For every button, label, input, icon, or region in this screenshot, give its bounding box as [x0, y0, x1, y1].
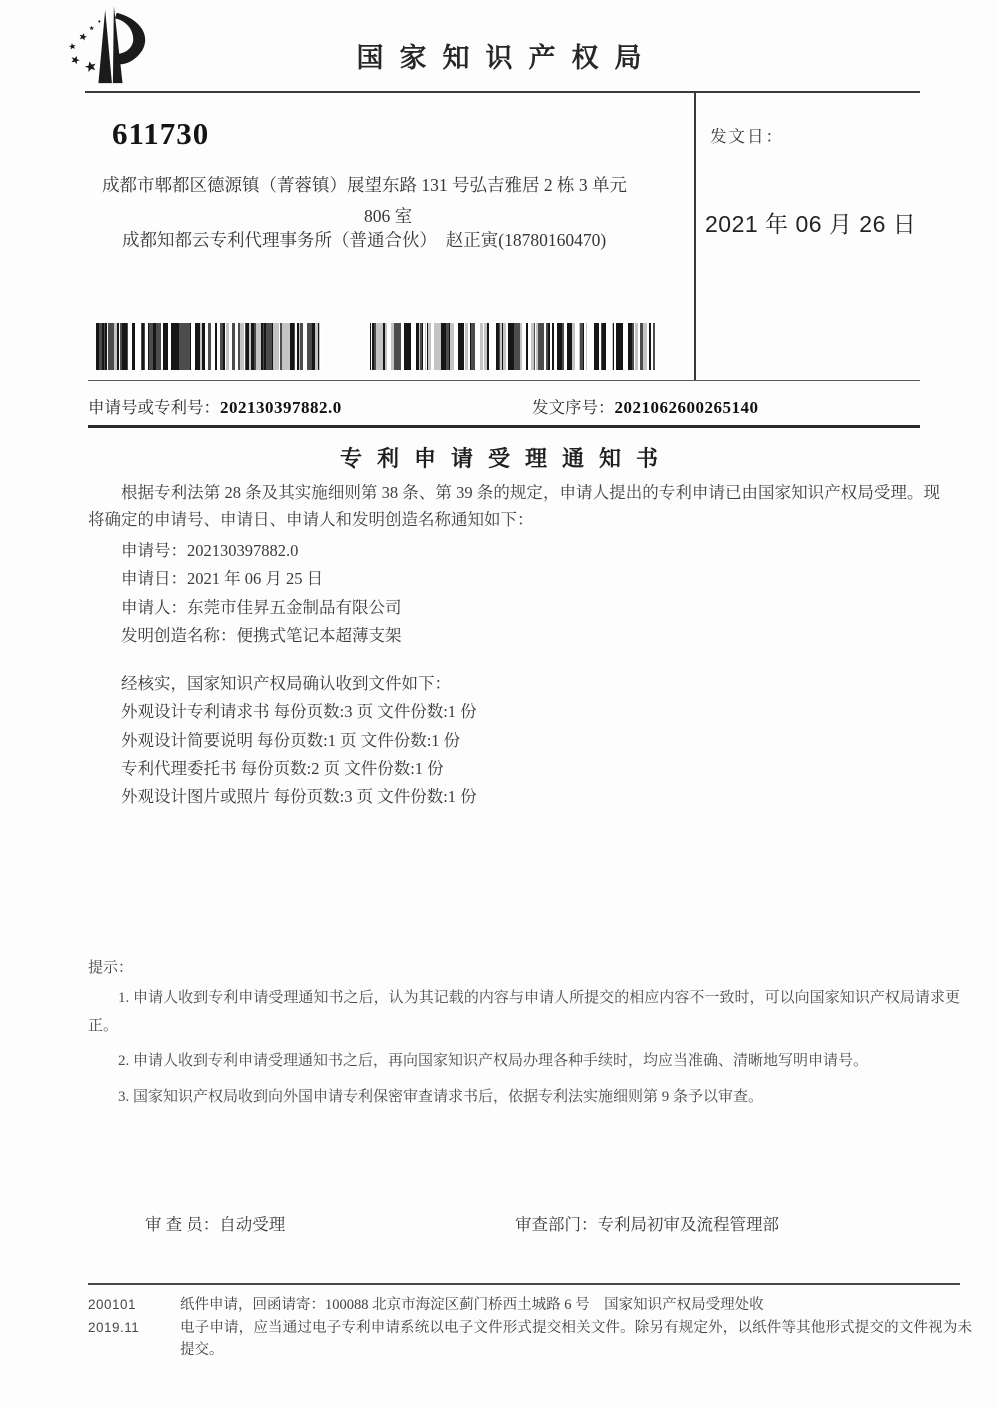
tips-section: [88, 956, 960, 1111]
barcode-right: [369, 323, 657, 370]
received-intro: 经核实，国家知识产权局确认收到文件如下：: [121, 674, 451, 693]
footer-form-code: 200101: [88, 1297, 137, 1312]
barcode-left: [95, 323, 322, 370]
recipient-address-line2: 806 室: [363, 206, 413, 226]
application-number-value: 202130397882.0: [220, 398, 342, 417]
footer-electronic-instruction: 电子申请，应当通过电子专利申请系统以电子文件形式提交相关文件。除另有规定外，以纸件等其他形式提交的文件视为未提交。: [180, 1319, 972, 1358]
address-box-bottom-rule: [88, 380, 920, 381]
field-application-date: 申请日：2021 年 06 月 25 日: [121, 569, 324, 589]
serial-number-value: 2021062600265140: [614, 398, 759, 417]
dispatch-date-value: 2021 年 06 月 26 日: [705, 211, 917, 237]
field-invention-title: 发明创造名称：便携式笔记本超薄支架: [121, 625, 402, 645]
tip-item-2: 2. 申请人收到专利申请受理通知书之后，再向国家知识产权局办理各种手续时，均应当准确、清晰地写明申请号。: [118, 1053, 869, 1069]
received-doc-item: 外观设计专利请求书 每份页数:3 页 文件份数:1 份: [121, 702, 477, 722]
postal-code: 611730: [112, 116, 210, 151]
footer-paper-instruction: 纸件申请，回函请寄：100088 北京市海淀区蓟门桥西土城路 6 号 国家知识产权局受理处收: [180, 1297, 764, 1313]
received-documents: [121, 670, 477, 811]
footer-version: 2019.11: [88, 1319, 140, 1335]
dispatch-box-divider: [694, 92, 696, 381]
recipient-agent-line: 成都知都云专利代理事务所（普通合伙） 赵正寅(18780160470): [122, 230, 607, 250]
application-fields: [121, 537, 402, 650]
agency-title: 国家知识产权局: [356, 43, 658, 73]
footer-section: [88, 1294, 972, 1362]
application-number-label: 申请号或专利号：: [88, 398, 220, 417]
serial-number-group: [532, 394, 759, 418]
examiner-row: [145, 1211, 285, 1235]
department-value: 专利局初审及流程管理部: [597, 1215, 779, 1234]
field-application-number: 申请号：202130397882.0: [121, 541, 299, 560]
reference-row: [88, 394, 920, 418]
received-doc-item: 外观设计图片或照片 每份页数:3 页 文件份数:1 份: [121, 787, 477, 807]
serial-number-label: 发文序号：: [532, 398, 615, 417]
department-row: [515, 1211, 779, 1235]
tip-item-1: 1. 申请人收到专利申请受理通知书之后，认为其记载的内容与申请人所提交的相应内容不一致时，可以向国家知识产权局请求更正。: [88, 990, 960, 1034]
dispatch-date-label: 发文日：: [710, 127, 784, 146]
footer-rule: [88, 1283, 960, 1285]
tips-label: 提示：: [88, 960, 134, 976]
field-applicant: 申请人：东莞市佳昇五金制品有限公司: [121, 597, 402, 617]
received-doc-item: 外观设计简要说明 每份页数:1 页 文件份数:1 份: [121, 730, 461, 750]
recipient-address-line1: 成都市郫都区德源镇（菁蓉镇）展望东路 131 号弘吉雅居 2 栋 3 单元: [102, 175, 627, 195]
department-label: 审查部门：: [515, 1215, 598, 1234]
tip-item-3: 3. 国家知识产权局收到向外国申请专利保密审查请求书后，依据专利法实施细则第 9 条予以审查。: [118, 1088, 764, 1105]
notice-title: 专利申请受理通知书: [339, 446, 673, 471]
examiner-value: 自动受理: [219, 1215, 286, 1234]
header-rule: [85, 91, 920, 93]
received-doc-item: 专利代理委托书 每份页数:2 页 文件份数:1 份: [121, 758, 444, 778]
examiner-label: 审 查 员：: [145, 1215, 220, 1234]
title-separator-rule: [88, 425, 920, 428]
notice-intro-paragraph: 根据专利法第 28 条及其实施细则第 38 条、第 39 条的规定，申请人提出的专利申请已由国家知识产权局受理。现将确定的申请号、申请日、申请人和发明创造名称通知如下：: [88, 483, 940, 529]
